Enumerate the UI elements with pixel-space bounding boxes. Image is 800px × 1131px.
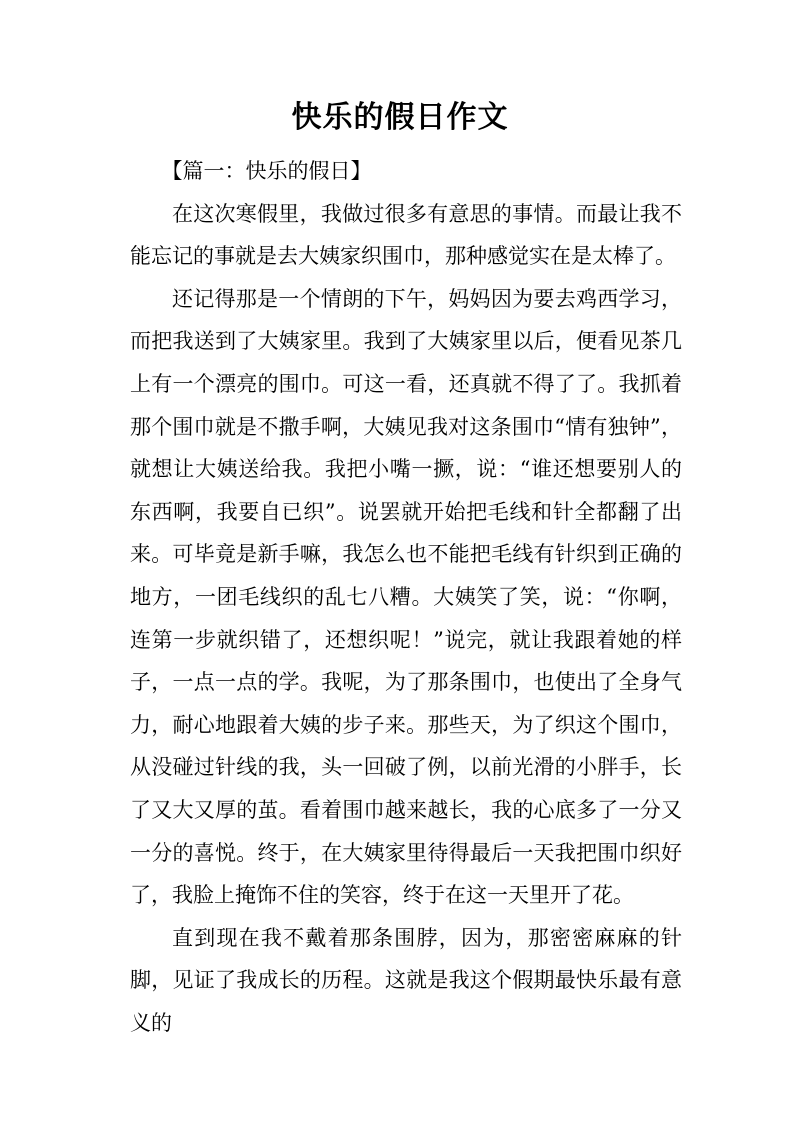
document-body	[130, 150, 682, 1044]
document-title: 快乐的假日作文	[291, 100, 509, 135]
section-heading: 【篇一：快乐的假日】	[161, 159, 372, 183]
paragraph-1: 在这次寒假里，我做过很多有意思的事情。而最让我不能忘记的事就是去大姨家织围巾，那种感觉实在是太棒了。	[130, 201, 682, 269]
paragraph-3: 直到现在我不戴着那条围脖，因为，那密密麻麻的针脚，见证了我成长的历程。这就是我这个假期最快乐最有意义的	[130, 925, 682, 1035]
paragraph-2: 还记得那是一个情朗的下午，妈妈因为要去鸡西学习，而把我送到了大姨家里。我到了大姨家里以后，便看见茶几上有一个漂亮的围巾。可这一看，还真就不得了了。我抓着那个围巾就是不撒手啊，大姨见我对这条围巾“情有独钟”，就想让大姨送给我。我把小嘴一撅，说：“谁还想要别人的东西啊，我要自已织”。说罢就开始把毛线和针全都翻了出来。可毕竟是新手嘛，我怎么也不能把毛线有针织到正确的地方，一团毛线织的乱七八糟。大姨笑了笑，说：“你啊，连第一步就织错了，还想织呢！”说完，就让我跟着她的样子，一点一点的学。我呢，为了那条围巾，也使出了全身气力，耐心地跟着大姨的步子来。那些天，为了织这个围巾，从没碰过针线的我，头一回破了例，以前光滑的小胖手，长了又大又厚的茧。看着围巾越来越长，我的心底多了一分又一分的喜悦。终于，在大姨家里待得最后一天我把围巾织好了，我脸上掩饰不住的笑容，终于在这一天里开了花。	[130, 286, 682, 908]
